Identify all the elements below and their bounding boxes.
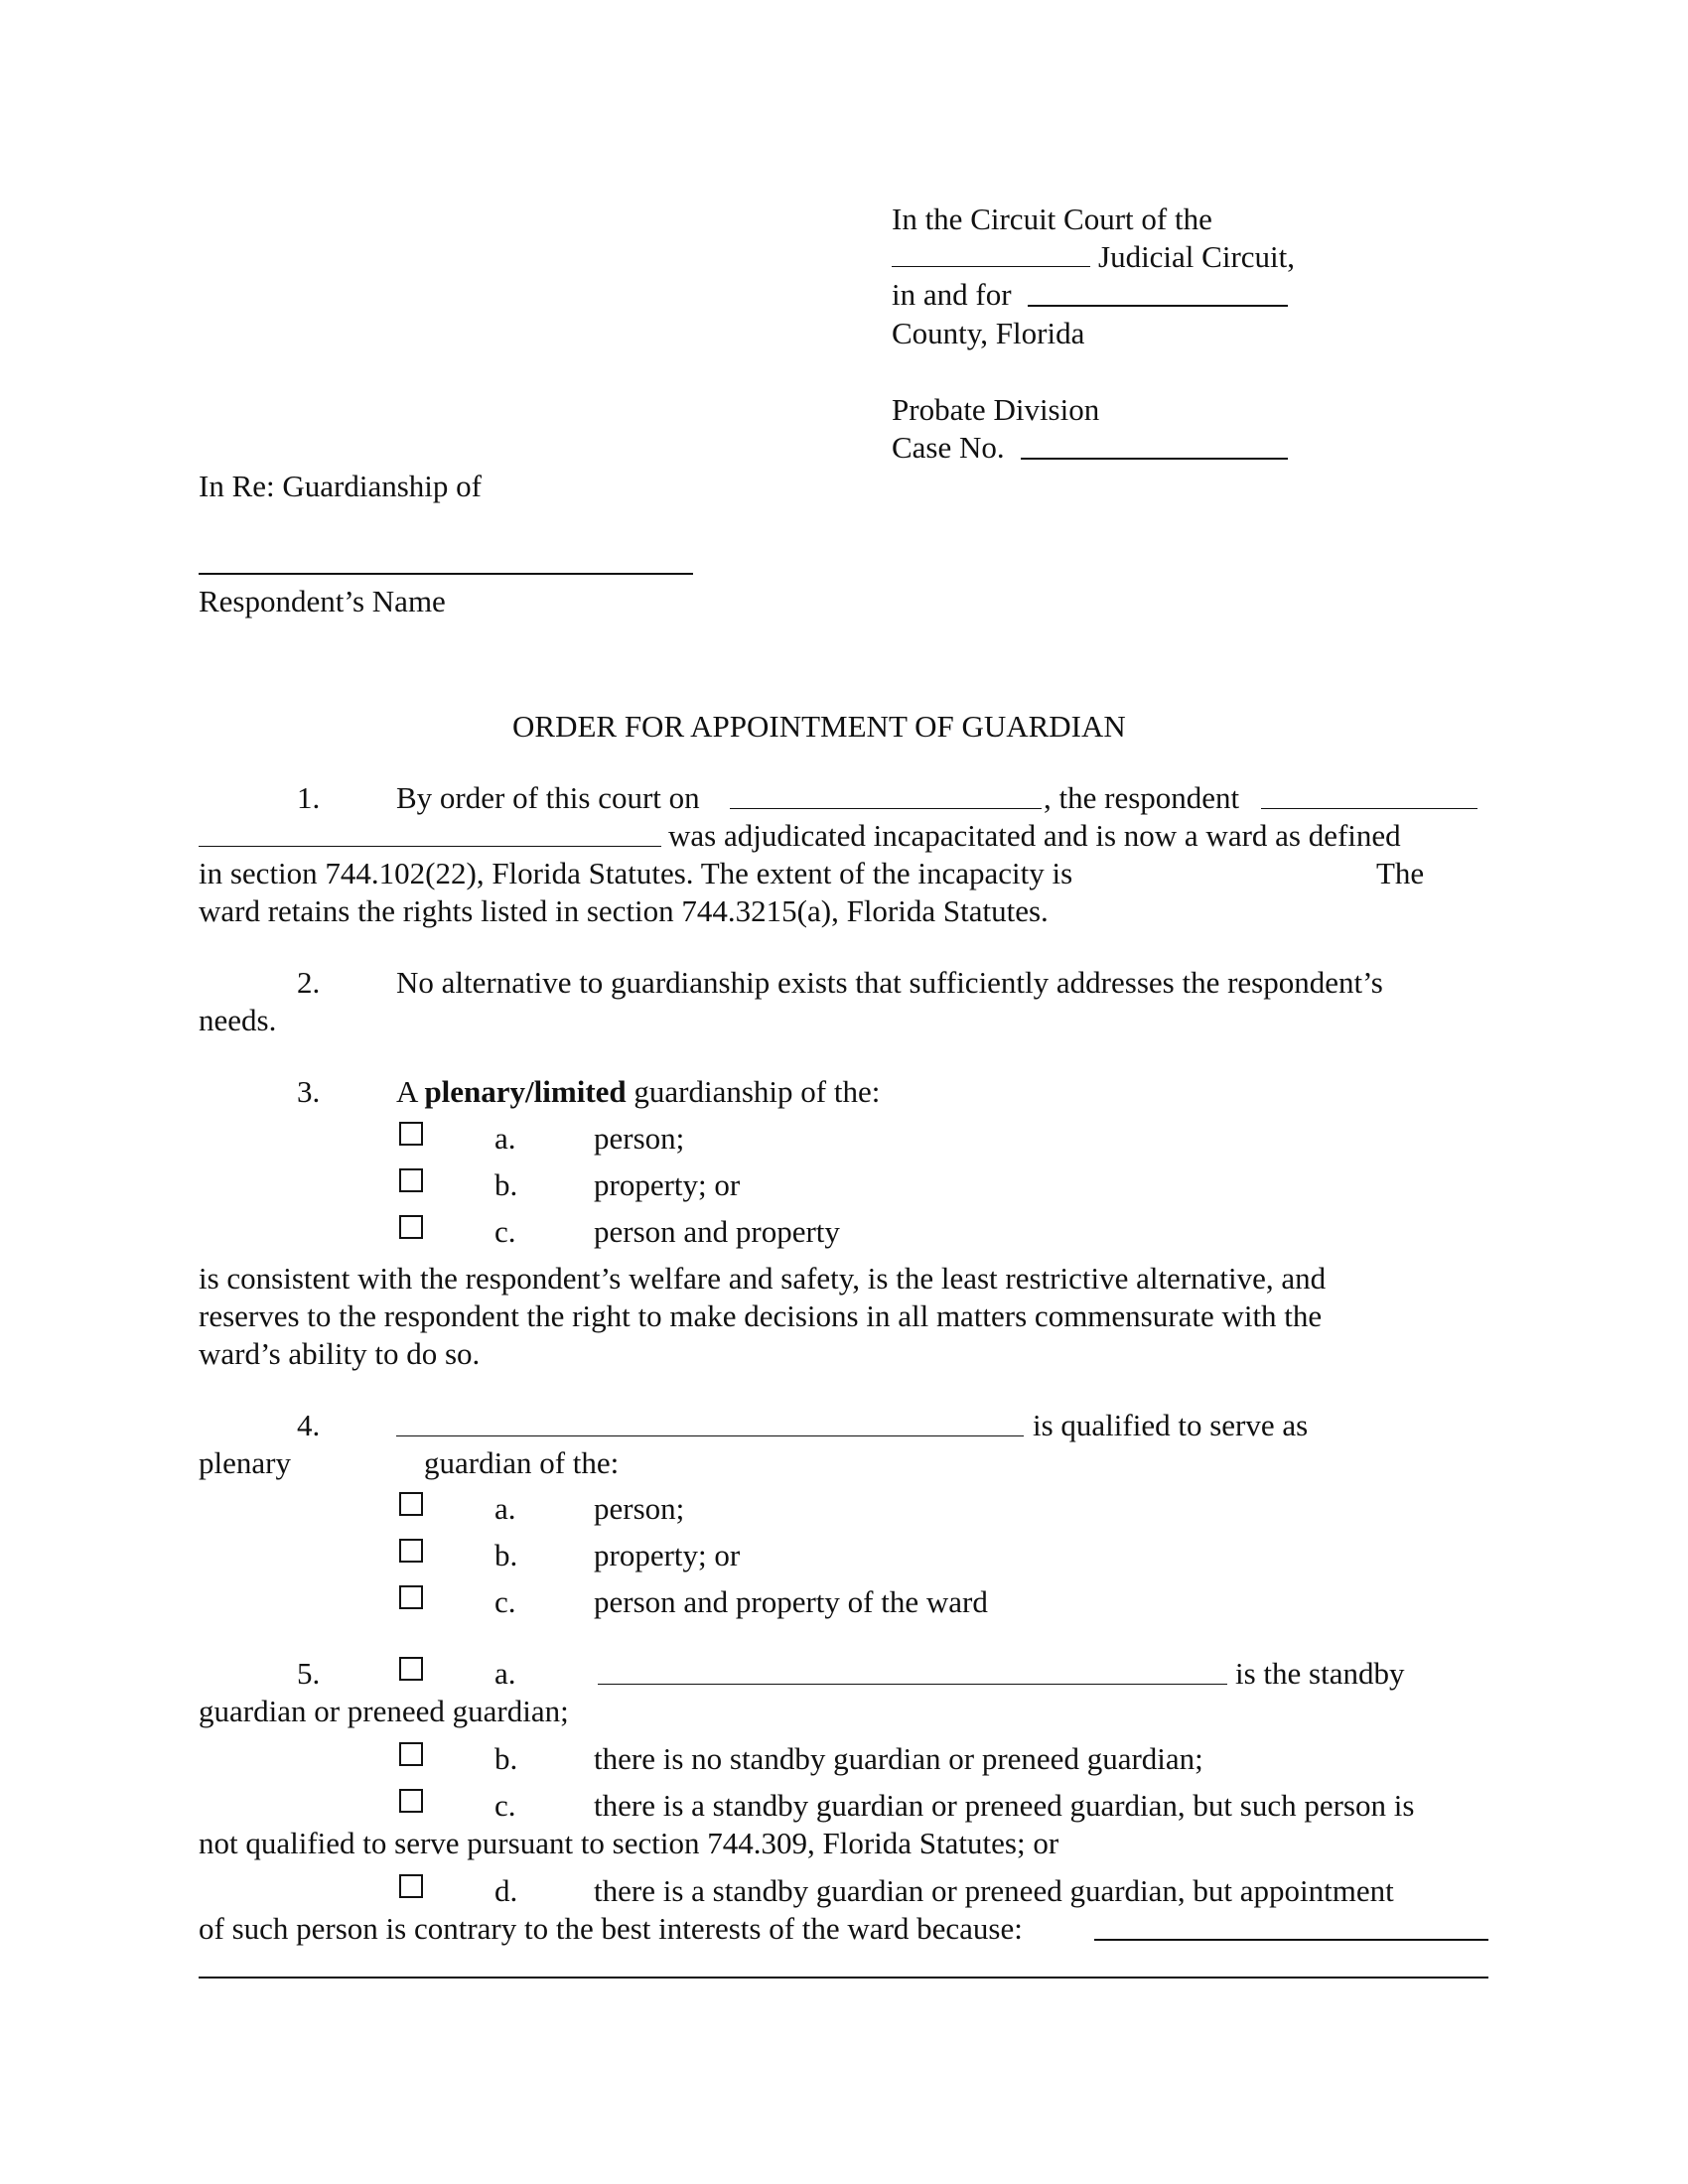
respondent-blank-2[interactable] (199, 846, 661, 847)
order-date-blank[interactable] (730, 808, 1042, 809)
para3-tail-2: reserves to the respondent the right to make decisions in all matters commensurate with the (199, 1298, 1323, 1333)
division-label: Probate Division (892, 392, 1100, 427)
court-line-4: County, Florida (892, 316, 1085, 350)
para4-text-2: plenary (199, 1445, 291, 1480)
para4-number: 4. (297, 1408, 321, 1442)
respondent-name-label: Respondent’s Name (199, 584, 446, 618)
para5-letter-d: d. (494, 1873, 518, 1908)
para3-option-b: property; or (594, 1167, 741, 1202)
para4-text-3: guardian of the: (424, 1445, 620, 1480)
para5-number: 5. (297, 1656, 321, 1691)
para4-text-1: is qualified to serve as (1033, 1408, 1309, 1442)
para4-letter-a: a. (494, 1491, 516, 1526)
in-re-label: In Re: Guardianship of (199, 469, 482, 503)
para1-text-1: By order of this court on (396, 780, 700, 815)
para4-letter-b: b. (494, 1538, 518, 1572)
para4-checkbox-b[interactable] (399, 1539, 423, 1563)
para3-letter-c: c. (494, 1214, 516, 1249)
court-line-1: In the Circuit Court of the (892, 202, 1212, 236)
para3-checkbox-b[interactable] (399, 1168, 423, 1192)
para5-checkbox-c[interactable] (399, 1789, 423, 1813)
case-no-blank[interactable] (1021, 458, 1288, 460)
para5-c-text-1: there is a standby guardian or preneed guardian, but such person is (594, 1788, 1415, 1823)
para5-d-text-2: of such person is contrary to the best interests of the ward because: (199, 1911, 1023, 1946)
para1-number: 1. (297, 780, 321, 815)
para5-checkbox-b[interactable] (399, 1742, 423, 1766)
para3-option-c: person and property (594, 1214, 840, 1249)
para4-option-c: person and property of the ward (594, 1584, 988, 1619)
para4-letter-c: c. (494, 1584, 516, 1619)
para5-letter-c: c. (494, 1788, 516, 1823)
para4-checkbox-c[interactable] (399, 1585, 423, 1609)
para3-post: guardianship of the: (626, 1074, 881, 1109)
para2-number: 2. (297, 965, 321, 1000)
reason-blank-1[interactable] (1094, 1939, 1488, 1941)
para1-text-2: , the respondent (1044, 780, 1240, 815)
para3-letter-a: a. (494, 1121, 516, 1156)
para4-option-a: person; (594, 1491, 685, 1526)
para3-letter-b: b. (494, 1167, 518, 1202)
para1-text-4: in section 744.102(22), Florida Statutes. The extent of the incapacity is (199, 856, 1073, 890)
para5-d-text-1: there is a standby guardian or preneed guardian, but appointment (594, 1873, 1394, 1908)
guardian-name-blank[interactable] (396, 1435, 1024, 1436)
county-blank[interactable] (1028, 305, 1288, 307)
case-no-label: Case No. (892, 430, 1005, 465)
para4-checkbox-a[interactable] (399, 1492, 423, 1516)
para1-text-3: was adjudicated incapacitated and is now a ward as defined (668, 818, 1401, 853)
court-line-2: Judicial Circuit, (1098, 239, 1296, 274)
respondent-name-blank[interactable] (199, 573, 693, 575)
para3-checkbox-a[interactable] (399, 1122, 423, 1146)
para3-number: 3. (297, 1074, 321, 1109)
para5-c-text-2: not qualified to serve pursuant to section 744.309, Florida Statutes; or (199, 1826, 1059, 1860)
para5-checkbox-a[interactable] (399, 1657, 423, 1681)
reason-blank-2[interactable] (199, 1977, 1488, 1979)
para5-letter-b: b. (494, 1741, 518, 1776)
para5-a-text-2: guardian or preneed guardian; (199, 1694, 569, 1728)
document-title: ORDER FOR APPOINTMENT OF GUARDIAN (512, 709, 1126, 744)
para4-option-b: property; or (594, 1538, 741, 1572)
para5-checkbox-d[interactable] (399, 1874, 423, 1898)
para1-text-6: ward retains the rights listed in section 744.3215(a), Florida Statutes. (199, 893, 1049, 928)
para3-tail-3: ward’s ability to do so. (199, 1336, 481, 1371)
plenary-limited-term: plenary/limited (424, 1074, 627, 1109)
court-line-3: in and for (892, 277, 1012, 312)
para3-text (396, 1076, 880, 1107)
para3-option-a: person; (594, 1121, 685, 1156)
para5-letter-a: a. (494, 1656, 516, 1691)
standby-guardian-blank[interactable] (598, 1684, 1227, 1685)
para3-tail-1: is consistent with the respondent’s welfare and safety, is the least restrictive alternative, and (199, 1261, 1327, 1296)
para1-text-5: The (1376, 856, 1425, 890)
respondent-blank-1[interactable] (1261, 808, 1477, 809)
para3-pre: A (396, 1074, 425, 1109)
para5-b-text: there is no standby guardian or preneed guardian; (594, 1741, 1203, 1776)
para2-text-2: needs. (199, 1003, 277, 1037)
para3-checkbox-c[interactable] (399, 1215, 423, 1239)
para5-a-text-1: is the standby (1235, 1656, 1405, 1691)
judicial-circuit-blank[interactable] (892, 266, 1090, 267)
para2-text-1: No alternative to guardianship exists that sufficiently addresses the respondent’s (396, 965, 1383, 1000)
